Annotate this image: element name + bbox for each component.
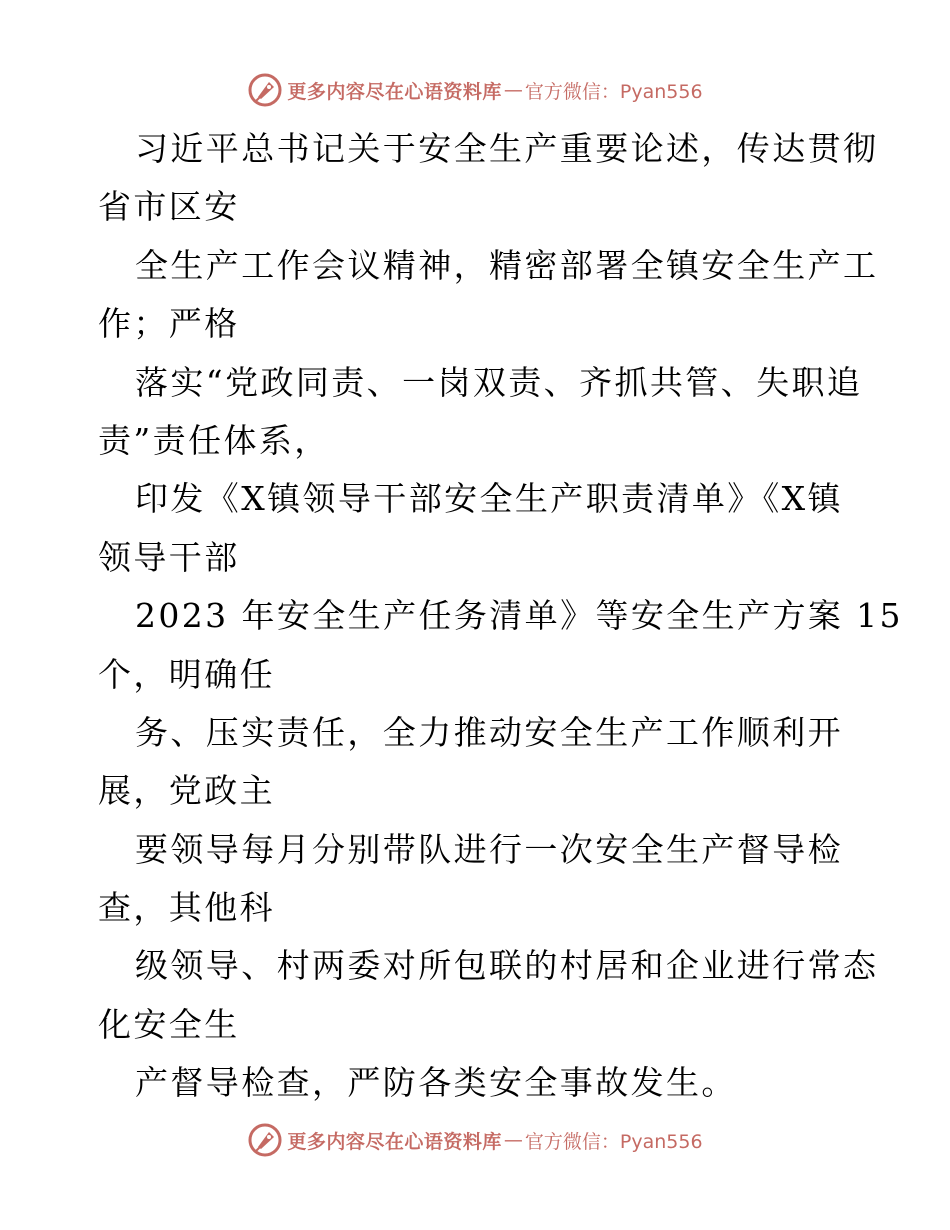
body-line: 化安全生 [98,1004,240,1044]
body-line: 级领导、村两委对所包联的村居和企业进行常态 [135,946,879,986]
watermark-separator: — [503,1129,523,1151]
body-line: 责”责任体系， [98,420,330,460]
watermark-brand-text: 更多内容尽在心语资料库 [287,1130,502,1153]
footer-watermark [0,1120,950,1160]
body-line: 印发《X镇领导干部安全生产职责清单》《X镇 [135,479,843,519]
document-body [98,120,903,1113]
watermark-separator: — [503,79,523,101]
body-line: 落实“党政同责、一岗双责、齐抓共管、失职追 [135,362,863,402]
pen-nib-logo-icon [247,72,283,108]
pen-nib-logo-icon [247,1122,283,1158]
body-line: 产督导检查，严防各类安全事故发生。 [135,1063,737,1103]
body-line: 习近平总书记关于安全生产重要论述，传达贯彻 [135,129,879,168]
body-line: 展，党政主 [98,771,275,811]
body-line: 省市区安 [98,187,240,227]
body-line: 务、压实责任，全力推动安全生产工作顺利开 [135,712,843,752]
body-line: 个，明确任 [98,654,275,694]
header-watermark [0,70,950,110]
watermark-brand-text: 更多内容尽在心语资料库 [287,80,502,103]
watermark-wechat-text: 官方微信：Pyan556 [524,80,703,103]
body-line: 要领导每月分别带队进行一次安全生产督导检 [135,829,843,869]
body-line: 全生产工作会议精神，精密部署全镇安全生产工 [135,245,879,285]
body-line: 查，其他科 [98,888,275,928]
body-line: 领导干部 [98,537,240,577]
body-line: 作；严格 [98,304,240,344]
watermark-wechat-text: 官方微信：Pyan556 [524,1130,703,1153]
body-line: 2023 年安全生产任务清单》等安全生产方案 15 [135,596,903,636]
